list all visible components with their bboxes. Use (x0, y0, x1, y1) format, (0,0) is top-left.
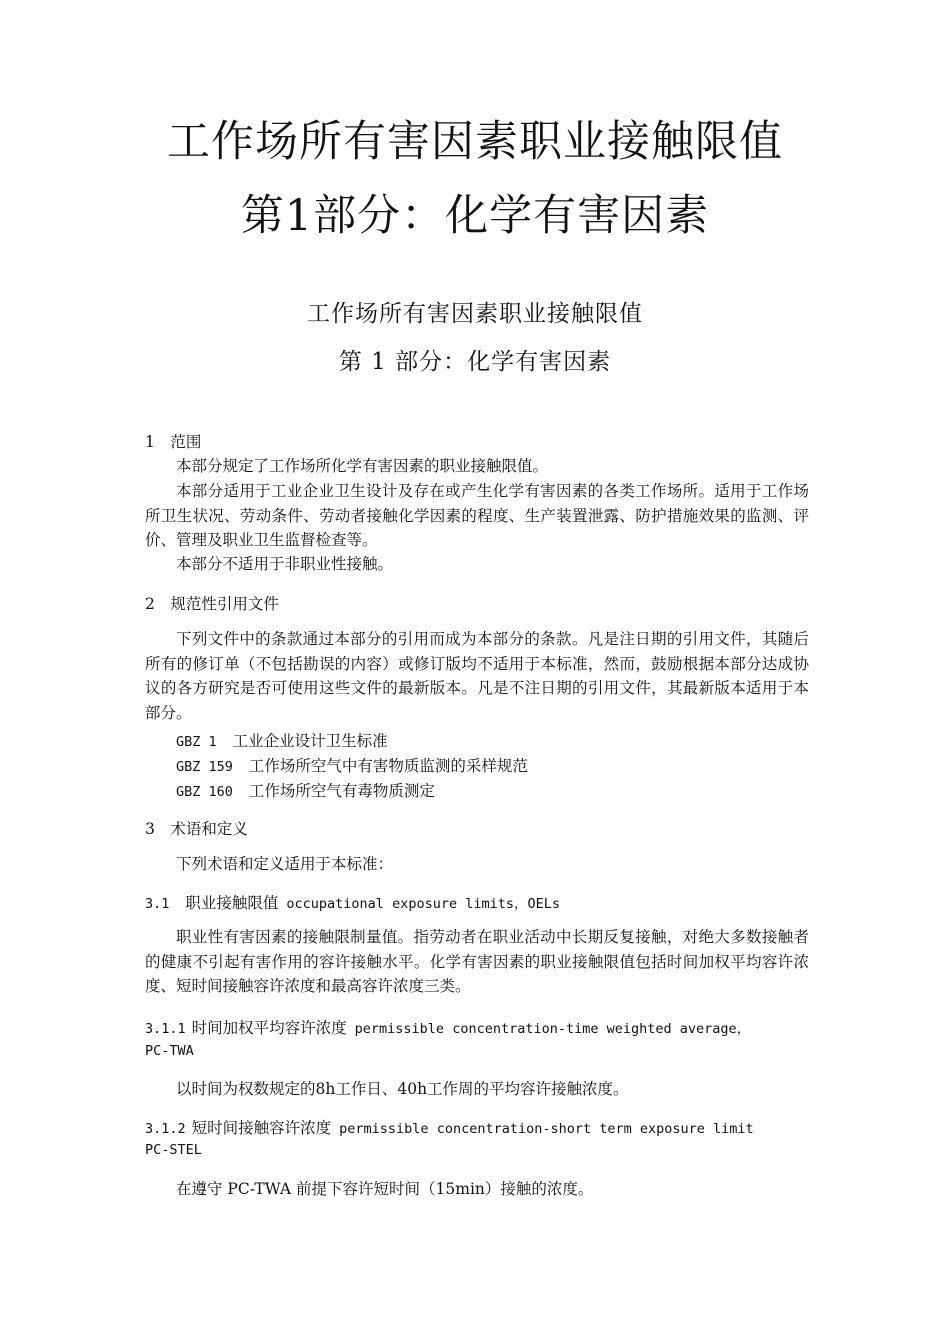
reference-item (176, 754, 528, 776)
section-2-heading: 2 规范性引用文件 (145, 595, 279, 613)
term-3-1-1-definition: 以时间为权数规定的8h工作日、40h工作周的平均容许接触浓度。 (176, 1080, 629, 1098)
cover-title-line2: 第1部分：化学有害因素 (240, 191, 710, 241)
reference-code: GBZ 159 (176, 759, 233, 775)
term-number: 3.1.2 (145, 1121, 186, 1137)
term-en: permissible concentration-short term exposure limit (339, 1121, 754, 1137)
reference-item (176, 779, 435, 801)
reference-code: GBZ 160 (176, 784, 233, 800)
term-zh: 短时间接触容许浓度 (191, 1119, 332, 1137)
header-title-line1: 工作场所有害因素职业接触限值 (307, 301, 643, 327)
term-zh: 时间加权平均容许浓度 (191, 1019, 347, 1037)
term-3-1-2-definition: 在遵守 PC-TWA 前提下容许短时间（15min）接触的浓度。 (176, 1180, 594, 1198)
term-en: permissible concentration-time weighted average， (354, 1021, 751, 1037)
term-number: 3.1 (145, 896, 170, 912)
reference-title: 工作场所空气有毒物质测定 (248, 782, 435, 800)
term-number: 3.1.1 (145, 1021, 186, 1037)
term-3-1-definition: 职业性有害因素的接触限制量值。指劳动者在职业活动中长期反复接触，对绝大多数接触者的健康不引起有害作用的容许接触水平。化学有害因素的职业接触限值包括时间加权平均容许浓度、短时间接触容许浓度和最高容许浓度三类。 (145, 928, 809, 995)
term-3-1-1-heading (145, 1016, 750, 1038)
section-1-paragraph-1: 本部分规定了工作场所化学有害因素的职业接触限值。 (176, 457, 549, 475)
reference-title: 工业企业设计卫生标准 (232, 732, 388, 750)
section-2-paragraph: 下列文件中的条款通过本部分的引用而成为本部分的条款。凡是注日期的引用文件，其随后所有的修订单（不包括勘误的内容）或修订版均不适用于本标准，然而，鼓励根据本部分达成协议的各方研究是否可使用这些文件的最新版本。凡是不注日期的引用文件，其最新版本适用于本部分。 (145, 630, 809, 722)
term-3-1-2-abbr: PC-STEL (145, 1142, 202, 1158)
reference-title: 工作场所空气中有害物质监测的采样规范 (248, 757, 528, 775)
reference-code: GBZ 1 (176, 734, 217, 750)
section-1-paragraph-3: 本部分不适用于非职业性接触。 (176, 555, 394, 573)
term-zh: 职业接触限值 (185, 894, 279, 912)
section-1-heading: 1 范围 (145, 433, 202, 451)
reference-item (176, 729, 388, 751)
term-en: occupational exposure limits，OELs (286, 896, 560, 912)
header-title-line2: 第 1 部分：化学有害因素 (338, 349, 612, 375)
section-3-intro: 下列术语和定义适用于本标准： (176, 855, 394, 873)
term-3-1-2-heading (145, 1116, 754, 1138)
section-3-heading: 3 术语和定义 (145, 820, 248, 838)
term-3-1-heading (145, 891, 560, 913)
term-3-1-1-abbr: PC-TWA (145, 1043, 194, 1059)
section-1-paragraph-2: 本部分适用于工业企业卫生设计及存在或产生化学有害因素的各类工作场所。适用于工作场所卫生状况、劳动条件、劳动者接触化学因素的程度、生产装置泄露、防护措施效果的监测、评价、管理及职业卫生监督检查等。 (145, 482, 809, 549)
cover-title-line1: 工作场所有害因素职业接触限值 (167, 117, 783, 167)
